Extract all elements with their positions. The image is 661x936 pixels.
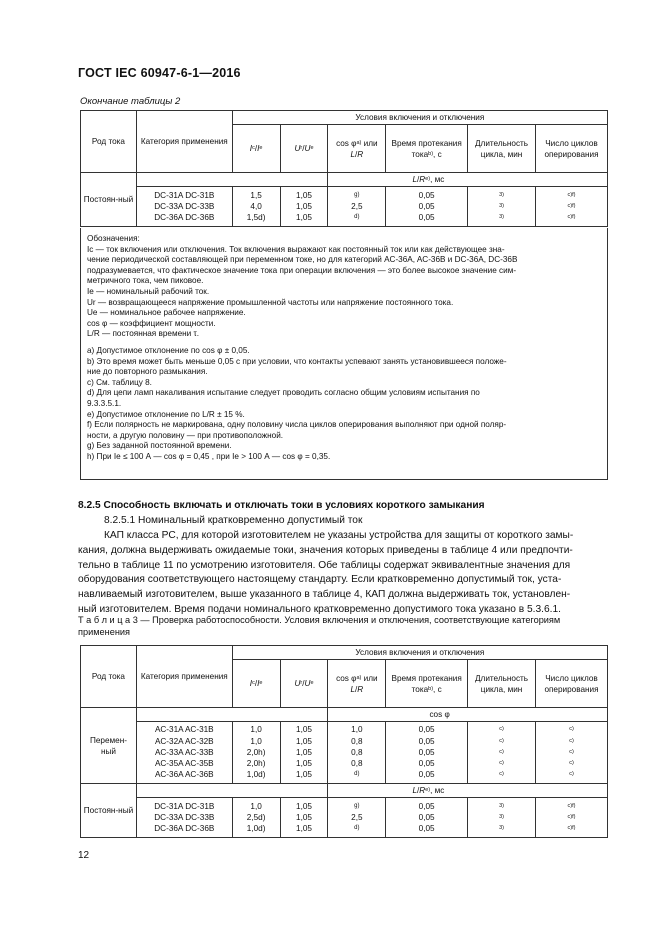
document-header: ГОСТ IEC 60947-6-1—2016 (78, 66, 241, 80)
subhead-lr: $L/R^{e)}$, мс (328, 173, 608, 187)
table3-caption: Т а б л и ц а 3 — Проверка работоспособности. Условия включения и отключения, соответствующие категориям применения (78, 615, 561, 637)
col-ic: $I^c/Ie$ (232, 125, 280, 173)
subhead-lr-t3: $L/R^{e)}$, мс (328, 784, 608, 798)
subsection-title: 8.2.5.1 Номинальный кратковременно допустимый ток (104, 515, 363, 526)
categories-cell: DC-31A DC-31B DC-33A DC-33B DC-36A DC-36B (136, 187, 232, 227)
col-duration: Длительность цикла, мин (468, 125, 536, 173)
col-cycles: Число циклов оперирования (536, 125, 608, 173)
subhead-cos: cos φ (328, 708, 608, 722)
table2-caption: Окончание таблицы 2 (80, 96, 181, 107)
table-3: Род тока Категория применения Условия включения и отключения $I^c/Ie$ $U^r/U^e$ $\cos \varphi^{a)}$ или L/R Время протекания тока$^{b)}$, с Длительность цикла, мин Число циклов оперирования Перемен-ный cos φ AC-31A AC-31B AC-32A AC-32B AC-33A AC-33B AC-35A AC-35B AC-36A AC-36B 1,0 1,0 2,0h) 2,0h) 1,0d) 1,05 1,05 1,05 1,05 1,05 1,0 0,8 0,8 0,8 d) 0,05 0,05 0,05 0,05 0,05 c) c) c) c) c) c) c) c) c) c) Постоян-ный $L/R^{e)}$, мс DC-31A DC-31B DC-33A DC-33B DC-36A DC-36B 1,0 2,5d) 1,0d) 1,05 1,05 1,05 g) 2,5 d) 0,05 0,05 0,05 3) 3) 3) c)f) c)f) c)f) (80, 645, 608, 838)
col-current-type: Род тока (81, 111, 137, 173)
col-ur: $U^r/U^e$ (280, 125, 328, 173)
body-paragraph: КАП класса PC, для которой изготовителем не указаны устройства для защиты от короткого замы- кания, должна выдерживать ожидаемые токи, значения которых приведены в таблице 4 или предпочти- тельно в таблице 11 по усмотрению изготовителя. Обе таблицы содержат эквивалентные значения для оборудования соответствующего настоящему стандарту. Если кратковременно допустимый ток, уста- навливаемый изготовителем, выше указанного в таблице 4, КАП должна выдерживать ток, установлен- ный изготовителем. Время подачи номинального кратковременно допустимого тока указано в 5.3.6.1. (78, 530, 574, 615)
col-cos: $\cos \varphi^{a)}$ или L/R (328, 125, 386, 173)
col-group-t3: Условия включения и отключения (232, 646, 607, 660)
page-number: 12 (78, 850, 90, 861)
row-label-dc: Постоян-ный (81, 173, 137, 227)
col-time: Время протекания тока$^{b)}$, с (386, 125, 468, 173)
table2-notes: Обозначения: Ic — ток включения или отключения. Ток включения выражают как постоянный ток или как действующее зна- чение периодической составляющей при переменном токе, но для категорий AC-36A, AC-36B и DC-36A, DC-36B подразумевается, что фактическое значение тока при операции включения — это более высокое значение сим- метричного тока, чем пиковое. Ie — номинальный рабочий ток. Ur — возвращающееся напряжение промышленной частоты или напряжение постоянного тока. Ue — номинальное рабочее напряжение. cos φ — коэффициент мощности. L/R — постоянная времени τ. a) Допустимое отклонение по cos φ ± 0,05. b) Это время может быть меньше 0,05 с при условии, что контакты успевают занять установившееся положе- ние до повторного размыкания. c) См. таблицу 8. d) Для цепи ламп накаливания испытание следует проводить согласно общим условиям испытания по 9.3.3.5.1. e) Допустимое отклонение по L/R ± 15 %. f) Если полярность не маркирована, одну половину числа циклов оперирования выполняют при одной поляр- ности, а другую половину — при противоположной. g) Без заданной постоянной времени. h) При Ie ≤ 100 А — cos φ = 0,45 , при Ie > 100 А — cos φ = 0,35. (80, 228, 608, 480)
col-category-t3: Категория применения (136, 646, 232, 708)
section-title: 8.2.5 Способность включать и отключать токи в условиях короткого замыкания (78, 500, 485, 511)
col-group-conditions: Условия включения и отключения (232, 111, 607, 125)
col-category: Категория применения (136, 111, 232, 173)
row-label-dc-t3: Постоян-ный (81, 784, 137, 838)
row-label-ac: Перемен-ный (81, 708, 137, 784)
table-2: Род тока Категория применения Условия включения и отключения $I^c/Ie$ $U^r/U^e$ $\cos \varphi^{a)}$ или L/R Время протекания тока$^{b)}$, с Длительность цикла, мин Число циклов оперирования Постоян-ный $L/R^{e)}$, мс DC-31A DC-31B DC-33A DC-33B DC-36A DC-36B 1,5 4,0 1,5d) 1,05 1,05 1,05 g) 2,5 d) 0,05 0,05 0,05 3) 3) 3) c)f) c)f) c)f) (80, 110, 608, 227)
col-current-type-t3: Род тока (81, 646, 137, 708)
